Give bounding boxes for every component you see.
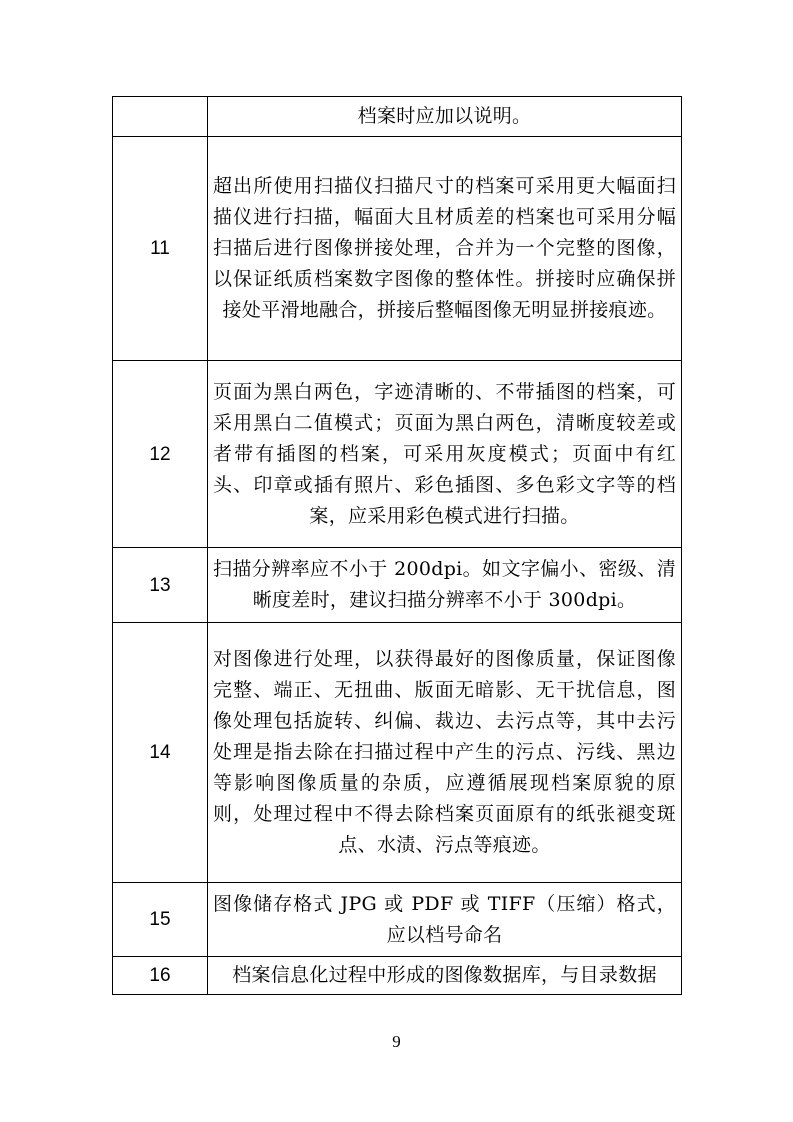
table-row <box>113 361 682 548</box>
table-row <box>113 548 682 623</box>
table-row <box>113 97 682 137</box>
row-text: 档案信息化过程中形成的图像数据库，与目录数据 <box>208 957 682 995</box>
row-text: 对图像进行处理，以获得最好的图像质量，保证图像完整、端正、无扭曲、版面无暗影、无干扰信息，图像处理包括旋转、纠偏、裁边、去污点等，其中去污处理是指去除在扫描过程中产生的污点、污线、黑边等影响图像质量的杂质，应遵循展现档案原貌的原则，处理过程中不得去除档案页面原有的纸张褪变斑点、水渍、污点等痕迹。 <box>208 623 682 883</box>
row-number: 13 <box>113 548 208 623</box>
row-number: 16 <box>113 957 208 995</box>
row-number: 11 <box>113 137 208 361</box>
row-text: 扫描分辨率应不小于 200dpi。如文字偏小、密级、清晰度差时，建议扫描分辨率不小于 300dpi。 <box>208 548 682 623</box>
row-text: 图像储存格式 JPG 或 PDF 或 TIFF（压缩）格式，应以档号命名 <box>208 883 682 957</box>
row-text: 超出所使用扫描仪扫描尺寸的档案可采用更大幅面扫描仪进行扫描，幅面大且材质差的档案也可采用分幅扫描后进行图像拼接处理，合并为一个完整的图像，以保证纸质档案数字图像的整体性。拼接时应确保拼接处平滑地融合，拼接后整幅图像无明显拼接痕迹。 <box>208 137 682 361</box>
row-text: 页面为黑白两色，字迹清晰的、不带插图的档案，可采用黑白二值模式；页面为黑白两色，清晰度较差或者带有插图的档案，可采用灰度模式；页面中有红头、印章或插有照片、彩色插图、多色彩文字等的档案，应采用彩色模式进行扫描。 <box>208 361 682 548</box>
page-number: 9 <box>392 1032 401 1051</box>
table-row <box>113 623 682 883</box>
requirements-table <box>112 96 682 995</box>
row-number <box>113 97 208 137</box>
row-text: 档案时应加以说明。 <box>208 97 682 137</box>
table-row <box>113 137 682 361</box>
row-number: 14 <box>113 623 208 883</box>
row-number: 12 <box>113 361 208 548</box>
row-number: 15 <box>113 883 208 957</box>
table-row <box>113 957 682 995</box>
table-row <box>113 883 682 957</box>
